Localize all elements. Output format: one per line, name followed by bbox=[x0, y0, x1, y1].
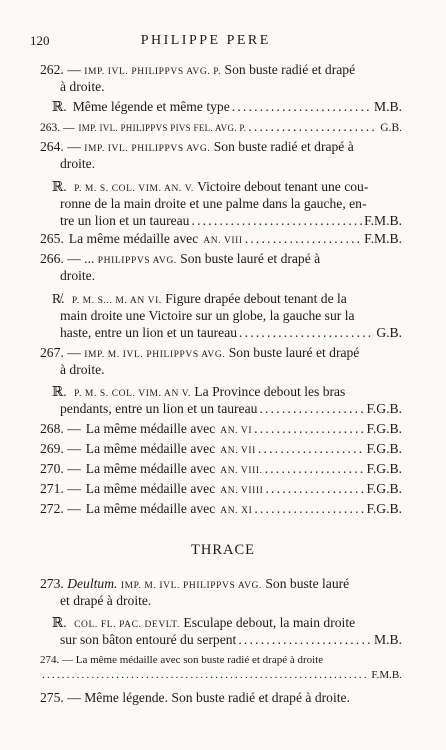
obverse-description: Son buste radié et drapé bbox=[224, 62, 356, 77]
grade: F.G.B. bbox=[366, 401, 402, 416]
reverse-264-l3: tre un lion et un taureau ..... F.M.B. bbox=[60, 212, 402, 229]
reverse-legend: P. M. S. COL. VIM. AN V. bbox=[74, 389, 191, 399]
entry-number: 262. — bbox=[40, 62, 81, 77]
grade: F.M.B. bbox=[364, 213, 402, 228]
page-header bbox=[30, 32, 402, 49]
entry-264-cont: droite. bbox=[60, 156, 96, 171]
entry-271: 271. — La même médaille avec AN. VIIII ..... F.G.B. bbox=[40, 480, 402, 500]
reverse-description: Même légende et même type bbox=[72, 99, 230, 114]
entry-266-cont: droite. bbox=[60, 268, 96, 283]
entry-274-cont bbox=[40, 667, 402, 684]
obverse-legend: IMP. IVL. PHILIPPVS PIVS FEL. AVG. P. bbox=[78, 123, 247, 133]
legend: AN. VII bbox=[220, 446, 256, 456]
page-title: PHILIPPE PERE bbox=[140, 33, 271, 48]
reverse-legend: COL. FL. PAC. DEVLT. bbox=[74, 620, 180, 630]
entry-267-cont: à droite. bbox=[60, 362, 105, 377]
entry-275: 275. — Même légende. Son buste radié et drapé à droite. bbox=[40, 690, 350, 705]
entry-number: 267. — bbox=[40, 345, 81, 360]
grade: M.B. bbox=[374, 99, 402, 114]
entry-270: 270. — La même médaille avec AN. VIII. ..... F.G.B. bbox=[40, 460, 402, 480]
reverse-266-l3: haste, entre un lion et un taureau ..... G.B. bbox=[60, 324, 402, 341]
entry-number: 268. — bbox=[40, 421, 81, 436]
grade: G.B. bbox=[380, 122, 402, 134]
grade: F.G.B. bbox=[366, 421, 402, 436]
legend: AN. VIIII bbox=[220, 486, 264, 496]
obverse-description: Son buste lauré bbox=[265, 576, 350, 591]
obverse-description: Son buste radié et drapé à bbox=[213, 139, 354, 154]
entry-number: 263. — bbox=[40, 122, 75, 134]
section-title: THRACE bbox=[191, 542, 255, 558]
entry-265: 265. La même médaille avec AN. VIII ..... F.M.B. bbox=[40, 230, 402, 250]
grade: F.G.B. bbox=[366, 441, 402, 456]
entry-269: 269. — La même médaille avec AN. VII ..... F.G.B. bbox=[40, 440, 402, 460]
entry-274: 274. — La même médaille avec son buste radié et drapé à droite bbox=[40, 654, 324, 666]
entry-number: 274. — bbox=[40, 654, 73, 666]
entry-number: 269. — bbox=[40, 441, 81, 456]
entry-273-cont: et drapé à droite. bbox=[60, 593, 152, 608]
page-number: 120 bbox=[30, 33, 50, 48]
entry-268: 268. — La même médaille avec AN. VI ..... F.G.B. bbox=[40, 420, 402, 440]
reverse-symbol: ℝ. bbox=[52, 615, 67, 630]
grade: G.B. bbox=[376, 325, 402, 340]
obverse-legend: IMP. M. IVL. PHILIPPVS AVG. bbox=[84, 350, 226, 360]
reverse-267-l2: pendants, entre un lion et un taureau ..... F.G.B. bbox=[60, 400, 402, 417]
legend: AN. VIII. bbox=[220, 466, 263, 476]
reverse-description: Esculape debout, la main droite bbox=[183, 615, 356, 630]
reverse-symbol: R̸. bbox=[52, 291, 65, 306]
grade: F.G.B. bbox=[366, 461, 402, 476]
reverse-legend: P. M. S. COL. VIM. AN. V. bbox=[74, 184, 194, 194]
reverse-symbol: ℝ. bbox=[52, 179, 67, 194]
entry-number: 265. bbox=[40, 231, 64, 246]
reverse-legend: P. M. S... M. AN VI. bbox=[71, 296, 162, 306]
entry-262-cont: à droite. bbox=[60, 79, 105, 94]
reverse-273-l2: sur son bâton entouré du serpent ..... M.B. bbox=[60, 631, 402, 648]
reverse-description: Figure drapée debout tenant de la bbox=[165, 291, 347, 306]
reverse-symbol: ℝ. bbox=[52, 384, 67, 399]
entry-number: 264. — bbox=[40, 139, 81, 154]
legend: AN. VI bbox=[220, 426, 253, 436]
legend: AN. VIII bbox=[203, 236, 243, 246]
obverse-legend: IMP. IVL. PHILIPPVS AVG. bbox=[84, 144, 211, 154]
entry-263 bbox=[40, 118, 402, 137]
obverse-legend: IMP. IVL. PHILIPPVS AVG. P. bbox=[84, 67, 222, 77]
reverse-description: La Province debout les bras bbox=[194, 384, 346, 399]
entry-number: 266. — ... bbox=[40, 251, 95, 266]
entry-number: 273. bbox=[40, 576, 64, 591]
grade: F.M.B. bbox=[364, 231, 402, 246]
obverse-description: Son buste lauré et drapé bbox=[228, 345, 360, 360]
reverse-262 bbox=[52, 98, 402, 115]
entry-number: 271. — bbox=[40, 481, 81, 496]
grade: F.G.B. bbox=[366, 501, 402, 516]
entry-272: 272. — La même médaille avec AN. XI ..... F.G.B. bbox=[40, 500, 402, 520]
reverse-symbol: ℝ. bbox=[52, 99, 67, 114]
grade: F.M.B. bbox=[371, 669, 402, 681]
grade: F.G.B. bbox=[366, 481, 402, 496]
obverse-legend: IMP. M. IVL. PHILIPPVS AVG. bbox=[120, 581, 262, 591]
obverse-description: Son buste lauré et drapé à bbox=[180, 251, 321, 266]
reverse-264-l2: ronne de la main droite et une palme dans la gauche, en- bbox=[60, 196, 367, 211]
entry-number: 272. — bbox=[40, 501, 81, 516]
entry-number: 270. — bbox=[40, 461, 81, 476]
entry-number: 275. bbox=[40, 690, 64, 705]
obverse-legend: PHILIPPVS AVG. bbox=[97, 256, 177, 266]
grade: M.B. bbox=[374, 632, 402, 647]
reverse-266-l2: main droite une Victoire sur un globe, la gauche sur la bbox=[60, 308, 355, 323]
reverse-description: Victoire debout tenant une cou- bbox=[197, 179, 369, 194]
city-name: Deultum. bbox=[67, 576, 118, 591]
legend: AN. XI bbox=[220, 506, 253, 516]
